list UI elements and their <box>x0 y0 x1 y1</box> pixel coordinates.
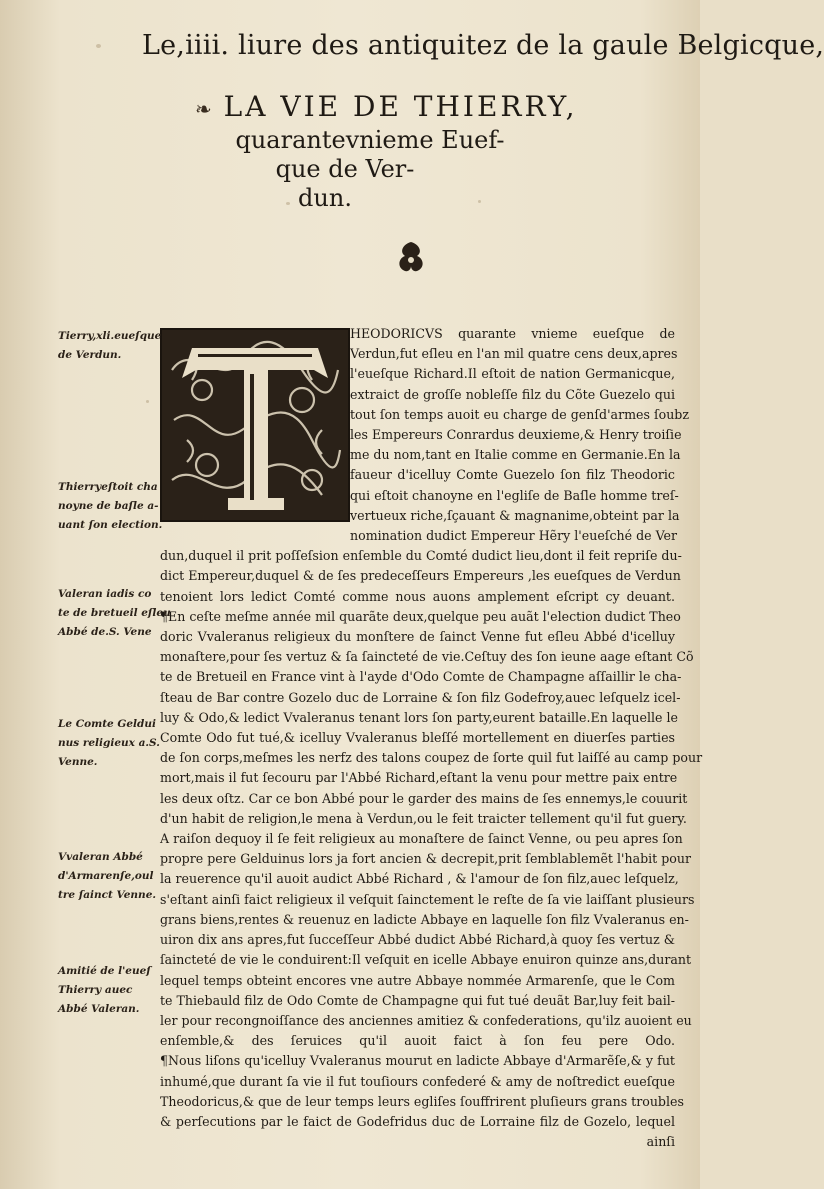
chapter-title <box>195 90 675 213</box>
text-line: ler pour recongnoiſſance des anciennes amitiez & confederations, qu'ilz auoient eu <box>160 1012 692 1028</box>
text-line: dun,duquel il prit poſſeſsion enſemble du Comté dudict lieu,dont il feit repriſe du- <box>160 548 682 564</box>
title-line-1: LA VIE DE THIERRY, <box>223 90 578 123</box>
text-line: ſaincteté de vie le conduirent:Il veſquit en icelle Abbaye enuiron quinze ans,durant <box>160 952 692 968</box>
text-line: mort,mais il fut ſecouru par l'Abbé Richard,eſtant la venu pour mettre paix entre <box>160 770 678 786</box>
margin-note: Valeran iadis co te de bretueil eſleu Abbé de.S. Vene <box>58 588 171 638</box>
text-line: doric Vvaleranus religieux du monſtere de ſainct Venne fut eſleu Abbé d'icelluy <box>160 629 675 645</box>
text-line: ¶En ceſte meſme année mil quarãte deux,quelque peu auãt l'election dudict Theo <box>160 608 681 624</box>
text-line: Comte Odo fut tué,& icelluy Vvaleranus bleſſé mortellement en diuerſes parties <box>160 730 675 746</box>
text-line: les deux oſtz. Car ce bon Abbé pour le garder des mains de ſes ennemys,le couurit <box>160 790 688 806</box>
margin-note: Le Comte Geldui nus religieux a.S. Venne. <box>58 718 160 768</box>
text-line: nomination dudict Empereur Hẽry l'eueſché de Ver <box>350 528 677 544</box>
text-line: dict Empereur,duquel & de ſes predeceſſeurs Empereurs ,les eueſques de Verdun <box>160 568 681 584</box>
text-line: luy & Odo,& ledict Vvaleranus tenant lors ſon party,eurent bataille.En laquelle le <box>160 709 678 725</box>
title-line-3: que de Ver- <box>275 155 415 183</box>
text-line: propre pere Gelduinus lors ja fort ancien & decrepit,prit ſemblablemẽt l'habit pour <box>160 851 692 867</box>
text-line: Theodoricus,& que de leur temps leurs egliſes ſouffrirent pluſieurs grans troubles <box>160 1093 684 1109</box>
text-line: s'eſtant ainſi faict religieux il veſquit ſainctement le reſte de ſa vie laiſſant plusieurs <box>160 891 695 907</box>
text-line: ſteau de Bar contre Gozelo duc de Lorraine & ſon filz Godefroy,auec leſquelz icel- <box>160 689 681 705</box>
text-line: faueur d'icelluy Comte Guezelo ſon filz Theodoric <box>350 467 675 483</box>
text-line: d'un habit de religion,le mena à Verdun,ou le feit traicter tellement qu'il fut guery. <box>160 810 687 826</box>
text-line: lequel temps obteint encores vne autre Abbaye nommée Armarenſe, que le Com <box>160 972 675 988</box>
text-line: enſemble,& des ſeruices qu'il auoit faict à ſon feu pere Odo. <box>160 1033 675 1049</box>
text-line: vertueux riche,ſçauant & magnanime,obteint par la <box>350 507 680 523</box>
text-line: tout ſon temps auoit eu charge de genſd'armes ſoubz <box>350 406 689 422</box>
margin-note: Vvaleran Abbé d'Armarenſe,oul tre ſainct Venne. <box>58 851 157 901</box>
text-line: les Empereurs Conrardus deuxieme,& Henry troiſie <box>350 427 682 443</box>
text-line: Verdun,fut eſleu en l'an mil quatre cens deux,apres <box>350 346 678 362</box>
text-line: extraict de groſſe nobleſſe filz du Cõte Guezelo qui <box>350 386 675 402</box>
text-line: te Thiebauld filz de Odo Comte de Champagne qui fut tué deuãt Bar,luy feit bail- <box>160 992 676 1008</box>
text-line: me du nom,tant en Italie comme en Germanie.En la <box>350 447 681 463</box>
text-line: te de Bretueil en France vint à l'ayde d'Odo Comte de Champagne aſſaillir le cha- <box>160 669 682 685</box>
text-line: de ſon corps,meſmes les nerfz des talons coupez de ſorte quil fut laiſſé au camp pour <box>160 750 703 766</box>
margin-note: Tierry,xli.eueſque de Verdun. <box>58 330 162 361</box>
text-line: HEODORICVS quarante vnieme eueſque de <box>350 326 675 341</box>
title-line-4: dun. <box>298 184 352 212</box>
text-line: monaſtere,pour ſes vertuz & ſa ſaincteté de vie.Ceſtuy des ſon ieune aage eſtant Cõ <box>160 649 694 665</box>
text-line: grans biens,rentes & reuenuz en ladicte Abbaye en laquelle ſon filz Vvaleranus en- <box>160 911 689 927</box>
text-line: A raiſon dequoy il ſe feit religieux au monaſtere de ſainct Venne, ou peu apres ſon <box>160 831 683 847</box>
paper-speck <box>286 202 290 205</box>
paper-speck <box>96 44 101 48</box>
fleuron-ornament-icon <box>393 240 429 276</box>
paper-speck <box>146 400 149 403</box>
text-line: ¶Nous liſons qu'icelluy Vvaleranus mourut en ladicte Abbaye d'Armarẽſe,& y fut <box>160 1053 675 1069</box>
running-head: Le,iiii. liure des antiquitez de la gaule Belgicque, <box>142 30 824 61</box>
title-ornament-icon: ❧ <box>195 97 212 121</box>
title-line-2: quarantevnieme Euef- <box>235 126 505 154</box>
text-line: inhumé,que durant ſa vie il fut touſiours confederé & amy de noſtredict eueſque <box>160 1073 675 1089</box>
paper-speck <box>478 200 481 203</box>
text-line: la reuerence qu'il auoit audict Abbé Richard , & l'amour de ſon filz,auec leſquelz, <box>160 871 679 887</box>
margin-note: Amitié de l'eueſ Thierry auec Abbé Valeran. <box>58 965 151 1015</box>
text-line: & perſecutions par le faict de Godefridus duc de Lorraine filz de Gozelo, lequel <box>160 1113 675 1129</box>
margin-note: Thierryeſtoit cha noyne de baſle a- uant ſon election. <box>58 481 163 531</box>
text-line: uiron dix ans apres,fut ſucceſſeur Abbé dudict Abbé Richard,à quoy ſes vertuz & <box>160 932 675 948</box>
text-line: l'eueſque Richard.Il eſtoit de nation Germanicque, <box>350 366 675 382</box>
body-text <box>160 324 703 1152</box>
text-line: tenoient lors ledict Comté comme nous auons amplement eſcript cy deuant. <box>160 588 675 604</box>
catchword: ainſi <box>646 1134 675 1150</box>
text-line: qui eſtoit chanoyne en l'egliſe de Baſle homme treſ- <box>350 487 679 503</box>
